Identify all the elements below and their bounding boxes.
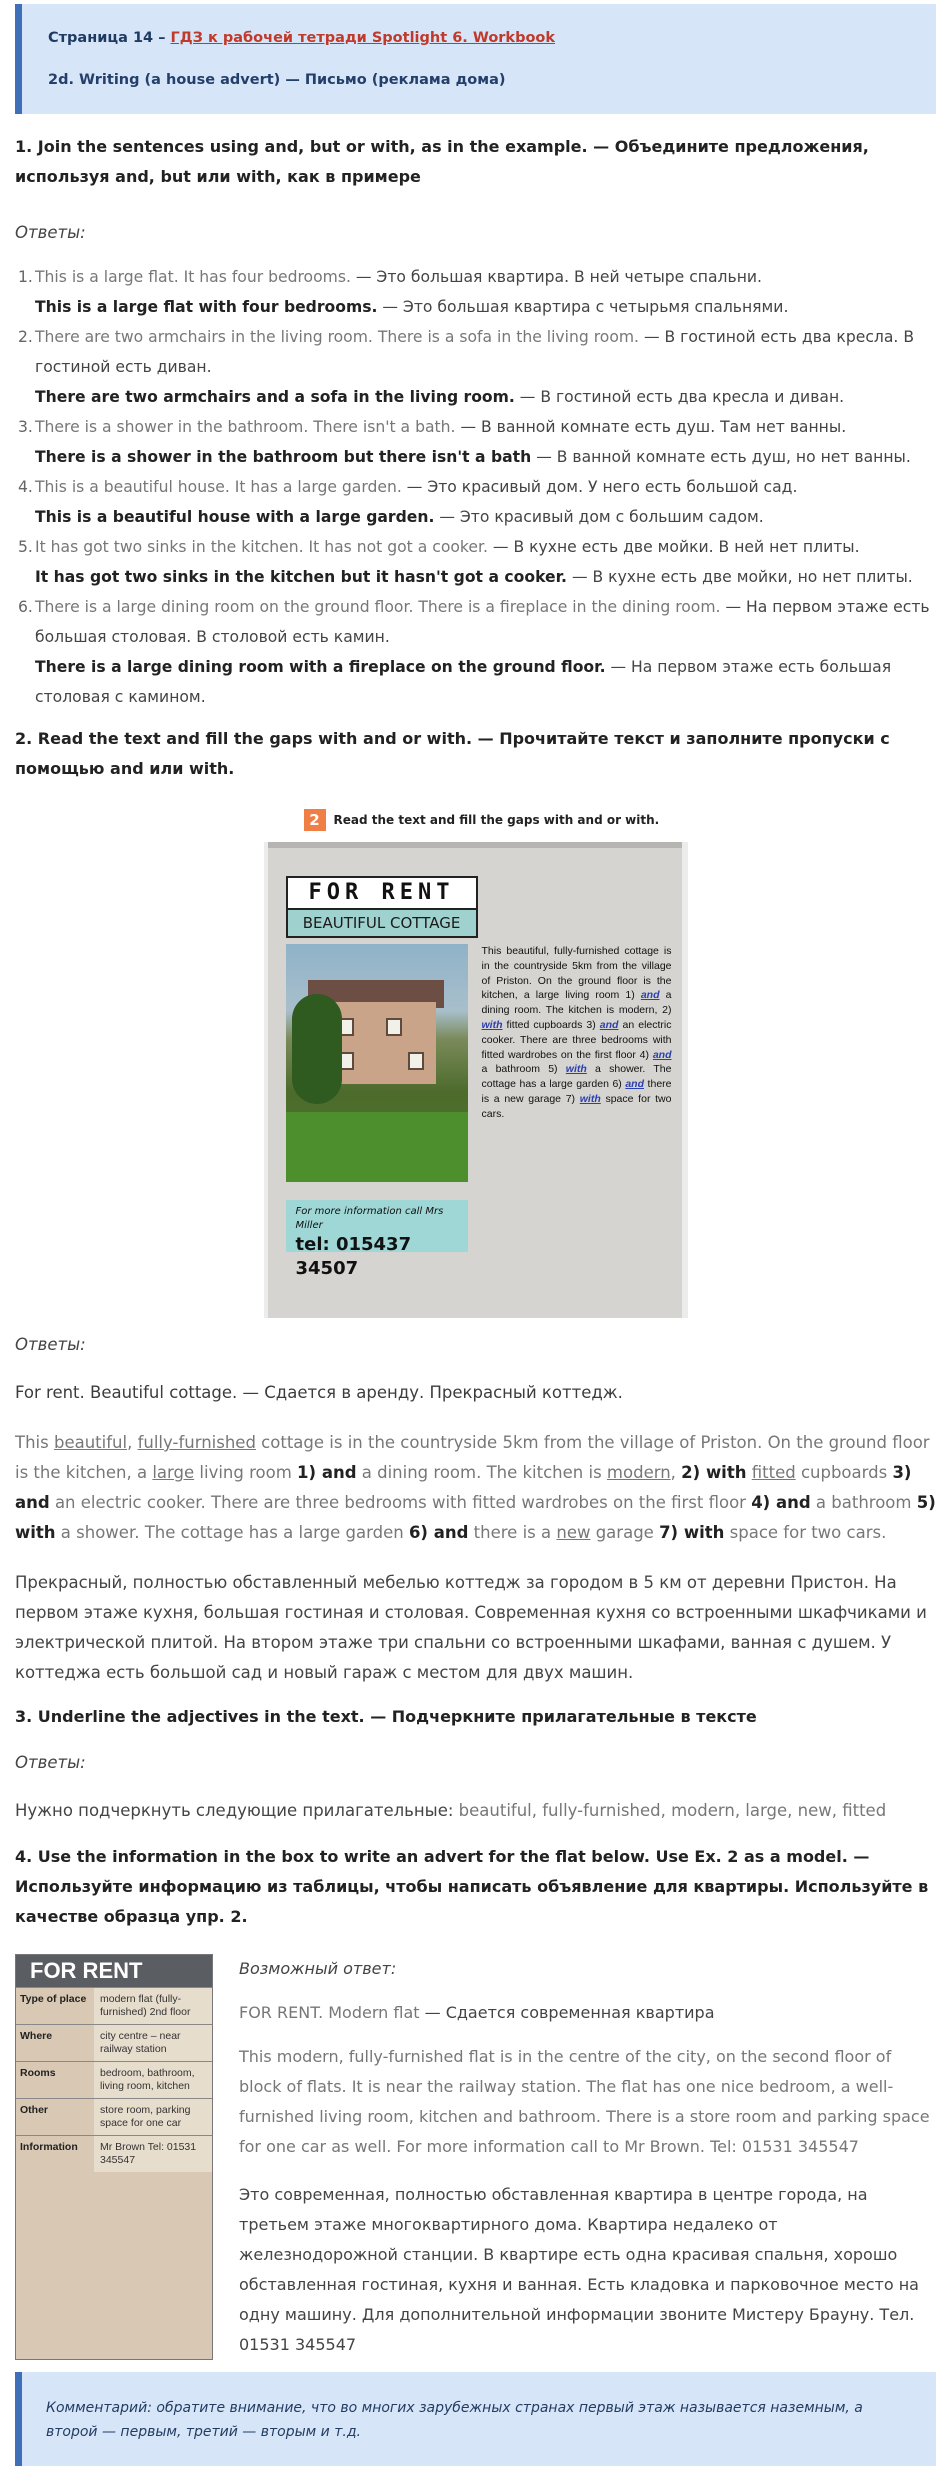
item-answer [35, 382, 936, 412]
adjective: modern [606, 1463, 671, 1482]
tb-text-segment: space for two cars. [481, 1092, 672, 1120]
breadcrumb-link[interactable]: ГДЗ к рабочей тетради Spotlight 6. Workbook [170, 30, 556, 46]
tb-text-segment: an electric cooker. There are three bedrooms with fitted wardrobes on the first floor 4) [481, 1018, 672, 1061]
task3-answer [15, 1796, 936, 1826]
item-answer [35, 442, 936, 472]
item-number: 3. [18, 418, 33, 436]
item-answer-english: There are two armchairs and a sofa in the living room. [35, 388, 515, 406]
gap-answer: 3) and [15, 1463, 912, 1512]
table-value: city centre – near railway station [94, 2025, 212, 2061]
list-item [15, 532, 936, 592]
table-row [16, 2098, 212, 2135]
item-russian: — Это красивый дом. У него есть большой сад. [401, 478, 798, 496]
task4-answer [239, 1954, 936, 2360]
gap-answer: 2) with [681, 1463, 747, 1482]
item-answer-russian: — Это красивый дом с большим садом. [434, 508, 764, 526]
item-answer [35, 502, 936, 532]
item-answer-english: There is a shower in the bathroom but there isn't a bath [35, 448, 532, 466]
tb-text-segment: a dining room. The kitchen is modern, 2) [481, 989, 672, 1017]
adjective: beautiful [53, 1433, 128, 1452]
task2-russian-text: Прекрасный, полностью обставленный мебелью коттедж за городом в 5 км от деревни Пристон. На первом этаже кухня, большая гостиная и столовая. Современная кухня со встроенными шкафчиками и электрической плитой. На втором этаже три спальни со встроенными шкафами, ванная с душем. У коттеджа есть большой сад и новый гараж с местом для двух машин. [15, 1573, 927, 1682]
table-key: Other [20, 2104, 49, 2116]
text-segment: , [670, 1463, 682, 1482]
text-segment: cottage is in the countryside 5km from the village of Priston. On the ground floor is the kitchen, a [15, 1433, 930, 1482]
task2-answers-label: Ответы: [15, 1335, 86, 1354]
task2-title-line: For rent. Beautiful cottage. — Сдается в аренду. Прекрасный коттедж. [15, 1383, 623, 1402]
item-answer [35, 652, 936, 712]
gap-answer: with [579, 1092, 601, 1105]
tb-text-segment: a shower. The cottage has a large garden 6) [481, 1063, 672, 1091]
item-russian: — В гостиной есть два кресла. В гостиной есть диван. [35, 328, 915, 376]
advert-russian: Это современная, полностью обставленная квартира в центре города, на третьем этаже многоквартирного дома. Квартира недалеко от железнодорожной станции. В квартире есть одна красивая спальня, хорошо обставленная гостиная, кухня и ванная. Есть кладовка и парковочное место на одну машину. Для дополнительной информации звоните Мистеру Брауну. Тел. 01531 345547 [239, 2185, 919, 2354]
gap-answer: 4) and [751, 1493, 811, 1512]
textbook-advert-text [482, 944, 672, 1122]
exercise-badge: 2 [304, 809, 326, 831]
task2-english-text [15, 1428, 936, 1548]
item-answer-russian: — На первом этаже есть большая столовая с камином. [35, 658, 892, 706]
item-russian: — В кухне есть две мойки. В ней нет плиты. [487, 538, 860, 556]
gap-answer: 6) and [408, 1523, 469, 1542]
text-segment: an electric cooker. There are three bedrooms with fitted wardrobes on the first floor [49, 1493, 752, 1512]
text-segment: This [15, 1433, 54, 1452]
table-row [16, 2135, 212, 2172]
tb-text-segment: fitted cupboards 3) [502, 1018, 600, 1031]
gap-answer: 7) with [659, 1523, 725, 1542]
item-question [35, 412, 936, 442]
page-subtitle: 2d. Writing (a house advert) — Письмо (реклама дома) [48, 72, 506, 88]
item-russian: — В ванной комнате есть душ. Там нет ванны. [455, 418, 847, 436]
rent-table-rows [16, 1987, 212, 2172]
list-item [15, 472, 936, 532]
text-segment: cupboards [795, 1463, 893, 1482]
table-row [16, 1987, 212, 2024]
list-item [15, 412, 936, 472]
table-key: Rooms [20, 2067, 56, 2079]
contact-more: For more information call Mrs Miller [295, 1206, 444, 1231]
textbook-instruction-row [264, 798, 688, 842]
list-item [15, 322, 936, 412]
item-english: This is a beautiful house. It has a large garden. [35, 478, 402, 496]
task1-list [15, 262, 936, 712]
item-answer [35, 292, 936, 322]
item-number: 5. [18, 538, 33, 556]
gap-answer: and [599, 1018, 619, 1031]
advert-title-en: FOR RENT. Modern flat [239, 2003, 420, 2022]
contact-tel: tel: 015437 34507 [295, 1234, 412, 1279]
list-item [15, 262, 936, 322]
breadcrumb-prefix: Страница 14 – [48, 30, 171, 46]
for-rent-sign [286, 876, 478, 938]
item-answer-english: There is a large dining room with a fireplace on the ground floor. [35, 658, 606, 676]
task1-title: 1. Join the sentences using and, but or with, as in the example. — Объедините предложения, используя and, but или with, как в примере [15, 137, 869, 186]
text-segment: garage [590, 1523, 660, 1542]
item-question [35, 592, 936, 652]
text-segment: , [127, 1433, 138, 1452]
text-segment: a shower. The cottage has a large garden [55, 1523, 409, 1542]
advert-title-ru: — Сдается современная квартира [419, 2003, 715, 2022]
breadcrumb [48, 26, 936, 50]
gap-answer: with [481, 1018, 503, 1031]
cottage-photo [286, 944, 468, 1182]
list-item [15, 592, 936, 712]
item-english: There is a large dining room on the ground floor. There is a fireplace in the dining room. [35, 598, 721, 616]
contact-box [286, 1200, 468, 1279]
textbook-instruction: Read the text and fill the gaps with and or with. [333, 813, 660, 827]
sign-subtitle: BEAUTIFUL COTTAGE [288, 910, 476, 936]
sign-title: FOR RENT [288, 878, 476, 910]
task3-title: 3. Underline the adjectives in the text. — Подчеркните прилагательные в тексте [15, 1707, 757, 1726]
table-key: Where [20, 2030, 53, 2042]
for-rent-table [15, 1954, 213, 2360]
advert-english: This modern, fully-furnished flat is in the centre of the city, on the second floor of block of flats. It is near the railway station. The flat has one nice bedroom, a well-furnished living room, kitchen and bathroom. There is a store room and parking space for one car as well. For more information call to Mr Brown. Tel: 01531 345547 [239, 2047, 930, 2156]
item-english: There is a shower in the bathroom. There isn't a bath. [35, 418, 456, 436]
gap-answer: and [625, 1078, 645, 1091]
task4-title: 4. Use the information in the box to write an advert for the flat below. Use Ex. 2 as a model. — Используйте информацию из таблицы, чтобы написать объявление для квартиры. Используйте в качестве образца упр. 2. [15, 1847, 929, 1926]
item-answer-russian: — В кухне есть две мойки, но нет плиты. [566, 568, 913, 586]
gap-answer: with [565, 1063, 587, 1076]
tb-text-segment: there is a new garage 7) [481, 1078, 672, 1105]
item-answer-english: It has got two sinks in the kitchen but it hasn't got a cooker. [35, 568, 567, 586]
tb-text-segment: a bathroom 5) [481, 1063, 566, 1076]
textbook-paper [268, 842, 682, 1318]
photo-ivy [292, 994, 342, 1104]
text-segment: living room [194, 1463, 298, 1482]
item-question [35, 532, 936, 562]
adjective: fully-furnished [137, 1433, 256, 1452]
text-segment: a dining room. The kitchen is [356, 1463, 607, 1482]
gap-answer: and [640, 989, 660, 1002]
header-box [15, 4, 936, 114]
item-answer-russian: — В гостиной есть два кресла и диван. [514, 388, 845, 406]
item-number: 1. [18, 268, 33, 286]
text-segment: space for two cars. [724, 1523, 887, 1542]
task3-answer-en: beautiful, fully-furnished, modern, large, new, fitted [458, 1801, 887, 1820]
item-answer-english: This is a large flat with four bedrooms. [35, 298, 378, 316]
table-value: store room, parking space for one car [94, 2099, 212, 2135]
task2-title: 2. Read the text and fill the gaps with and or with. — Прочитайте текст и заполните пропуски с помощью and или with. [15, 729, 890, 778]
tb-text-segment: This beautiful, fully-furnished cottage is in the countryside 5km from the village of Priston. On the ground floor is the kitchen, a large living room 1) [481, 945, 672, 1002]
item-number: 2. [18, 328, 33, 346]
item-answer [35, 562, 936, 592]
photo-window [386, 1018, 402, 1036]
advert-title [239, 1998, 936, 2028]
table-value: bedroom, bathroom, living room, kitchen [94, 2062, 212, 2098]
table-key: Type of place [20, 1993, 87, 2005]
item-russian: — На первом этаже есть большая столовая. В столовой есть камин. [35, 598, 930, 646]
item-answer-russian: — Это большая квартира с четырьмя спальнями. [377, 298, 789, 316]
possible-answer-label: Возможный ответ: [239, 1959, 397, 1978]
item-question [35, 472, 936, 502]
item-number: 4. [18, 478, 33, 496]
photo-lawn [286, 1112, 468, 1182]
text-segment: a bathroom [810, 1493, 917, 1512]
item-question [35, 322, 936, 382]
adjective: fitted [751, 1463, 796, 1482]
rent-table-title: FOR RENT [16, 1955, 212, 1987]
text-segment: there is a [468, 1523, 557, 1542]
gap-answer: 1) and [297, 1463, 357, 1482]
textbook-image [264, 798, 688, 1318]
task1-answers-label: Ответы: [15, 223, 86, 242]
adjective: large [152, 1463, 195, 1482]
table-key: Information [20, 2141, 78, 2153]
table-value: modern flat (fully-furnished) 2nd floor [94, 1988, 212, 2024]
table-row [16, 2061, 212, 2098]
task4-content [15, 1954, 936, 2360]
gap-answer: and [652, 1048, 672, 1061]
item-english: There are two armchairs in the living room. There is a sofa in the living room. [35, 328, 640, 346]
item-number: 6. [18, 598, 33, 616]
textbook-page [264, 798, 688, 1318]
item-question [35, 262, 936, 292]
adjective: new [556, 1523, 591, 1542]
table-value: Mr Brown Tel: 01531 345547 [94, 2136, 212, 2172]
item-answer-english: This is a beautiful house with a large garden. [35, 508, 435, 526]
task3-answer-ru: Нужно подчеркнуть следующие прилагательные: [15, 1801, 459, 1820]
item-russian: — Это большая квартира. В ней четыре спальни. [350, 268, 762, 286]
gap-answer: 5) with [15, 1493, 936, 1542]
table-row [16, 2024, 212, 2061]
photo-window [408, 1052, 424, 1070]
item-english: It has got two sinks in the kitchen. It has not got a cooker. [35, 538, 488, 556]
item-answer-russian: — В ванной комнате есть душ, но нет ванны. [531, 448, 911, 466]
task3-answers-label: Ответы: [15, 1753, 86, 1772]
comment-box: Комментарий: обратите внимание, что во многих зарубежных странах первый этаж называется наземным, а второй — первым, третий — вторым и т.д. [15, 2372, 936, 2466]
item-english: This is a large flat. It has four bedrooms. [35, 268, 351, 286]
